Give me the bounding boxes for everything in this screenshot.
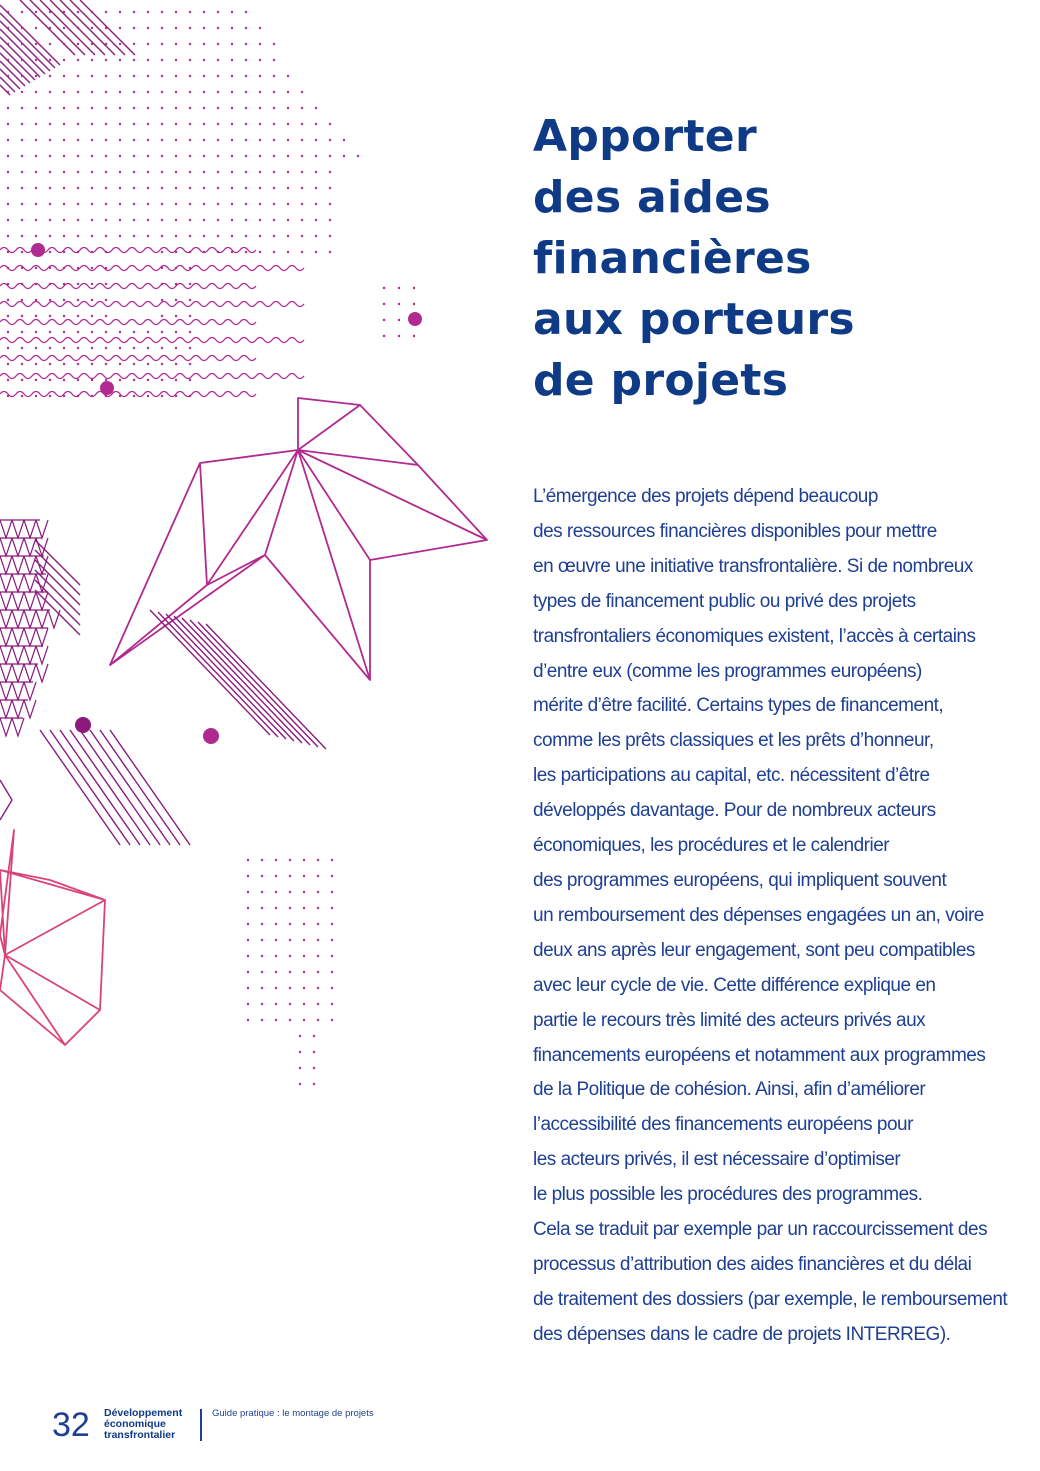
publication-line: Développement: [104, 1407, 183, 1419]
text-line: partie le recours très limité des acteurs privés aux: [533, 1009, 926, 1031]
text-line: L’émergence des projets dépend beaucoup: [533, 486, 878, 507]
star-polygon-pink: [0, 830, 105, 1045]
text-line: avec leur cycle de vie. Cette différence explique en: [533, 974, 936, 996]
text-line: d’entre eux (comme les programmes européens): [533, 660, 922, 682]
text-line: financements européens et notamment aux programmes: [533, 1044, 986, 1066]
wavy-lines: [0, 248, 304, 397]
body-paragraph: [533, 480, 1008, 1353]
text-line: de traitement des dossiers (par exemple, le remboursement: [533, 1288, 1008, 1310]
page-number: 32: [52, 1406, 90, 1444]
text-line: économiques, les procédures et le calendrier: [533, 835, 890, 857]
title-line: financières: [533, 233, 812, 284]
text-line: Cela se traduit par exemple par un raccourcissement des: [533, 1219, 988, 1241]
text-line: en œuvre une initiative transfrontalière. Si de nombreux: [533, 555, 973, 577]
dot-marker: [408, 312, 422, 326]
text-line: mérite d’être facilité. Certains types de financement,: [533, 695, 944, 717]
dot-marker: [31, 243, 45, 257]
text-line: types de financement public ou privé des projets: [533, 590, 916, 612]
geometric-decoration: [0, 0, 500, 1100]
text-line: l’accessibilité des financements européens pour: [533, 1114, 913, 1136]
dot-marker: [100, 381, 114, 395]
dot-cluster-right: [384, 288, 414, 336]
text-line: de la Politique de cohésion. Ainsi, afin d’améliorer: [533, 1079, 926, 1101]
triangle-lattice: [0, 520, 60, 736]
text-line: des ressources financières disponibles pour mettre: [533, 520, 937, 542]
text-line: deux ans après leur engagement, sont peu compatibles: [533, 939, 975, 961]
text-line: développés davantage. Pour de nombreux acteurs: [533, 800, 936, 822]
text-line: des programmes européens, qui impliquent souvent: [533, 869, 947, 891]
dot-grid-lower: [248, 860, 332, 1084]
text-line: les participations au capital, etc. nécessitent d’être: [533, 765, 930, 787]
text-line: transfrontaliers économiques existent, l’accès à certains: [533, 625, 976, 647]
dot-marker: [75, 717, 91, 733]
text-line: processus d’attribution des aides financières et du délai: [533, 1253, 972, 1275]
title-line: aux porteurs: [533, 294, 855, 345]
footer-divider: [200, 1409, 202, 1441]
text-line: les acteurs privés, il est nécessaire d’optimiser: [533, 1149, 901, 1171]
text-line: comme les prêts classiques et les prêts d’honneur,: [533, 730, 934, 752]
hatch-lines-top: [0, 0, 135, 95]
title-line: de projets: [533, 355, 789, 406]
publication-name: [104, 1408, 182, 1441]
diagonal-stripes: [35, 540, 326, 845]
page-title: [533, 106, 855, 411]
guide-title: Guide pratique : le montage de projets: [212, 1408, 374, 1419]
title-line: Apporter: [533, 111, 757, 162]
dot-marker: [203, 728, 219, 744]
title-line: des aides: [533, 172, 771, 223]
publication-line: transfrontalier: [104, 1429, 176, 1441]
text-line: des dépenses dans le cadre de projets INTERREG).: [533, 1323, 951, 1345]
edge-fragment: [0, 780, 12, 820]
publication-line: économique: [104, 1418, 166, 1430]
text-line: un remboursement des dépenses engagées un an, voire: [533, 904, 984, 926]
star-polygon-magenta: [110, 398, 487, 680]
text-line: le plus possible les procédures des programmes.: [533, 1184, 923, 1206]
